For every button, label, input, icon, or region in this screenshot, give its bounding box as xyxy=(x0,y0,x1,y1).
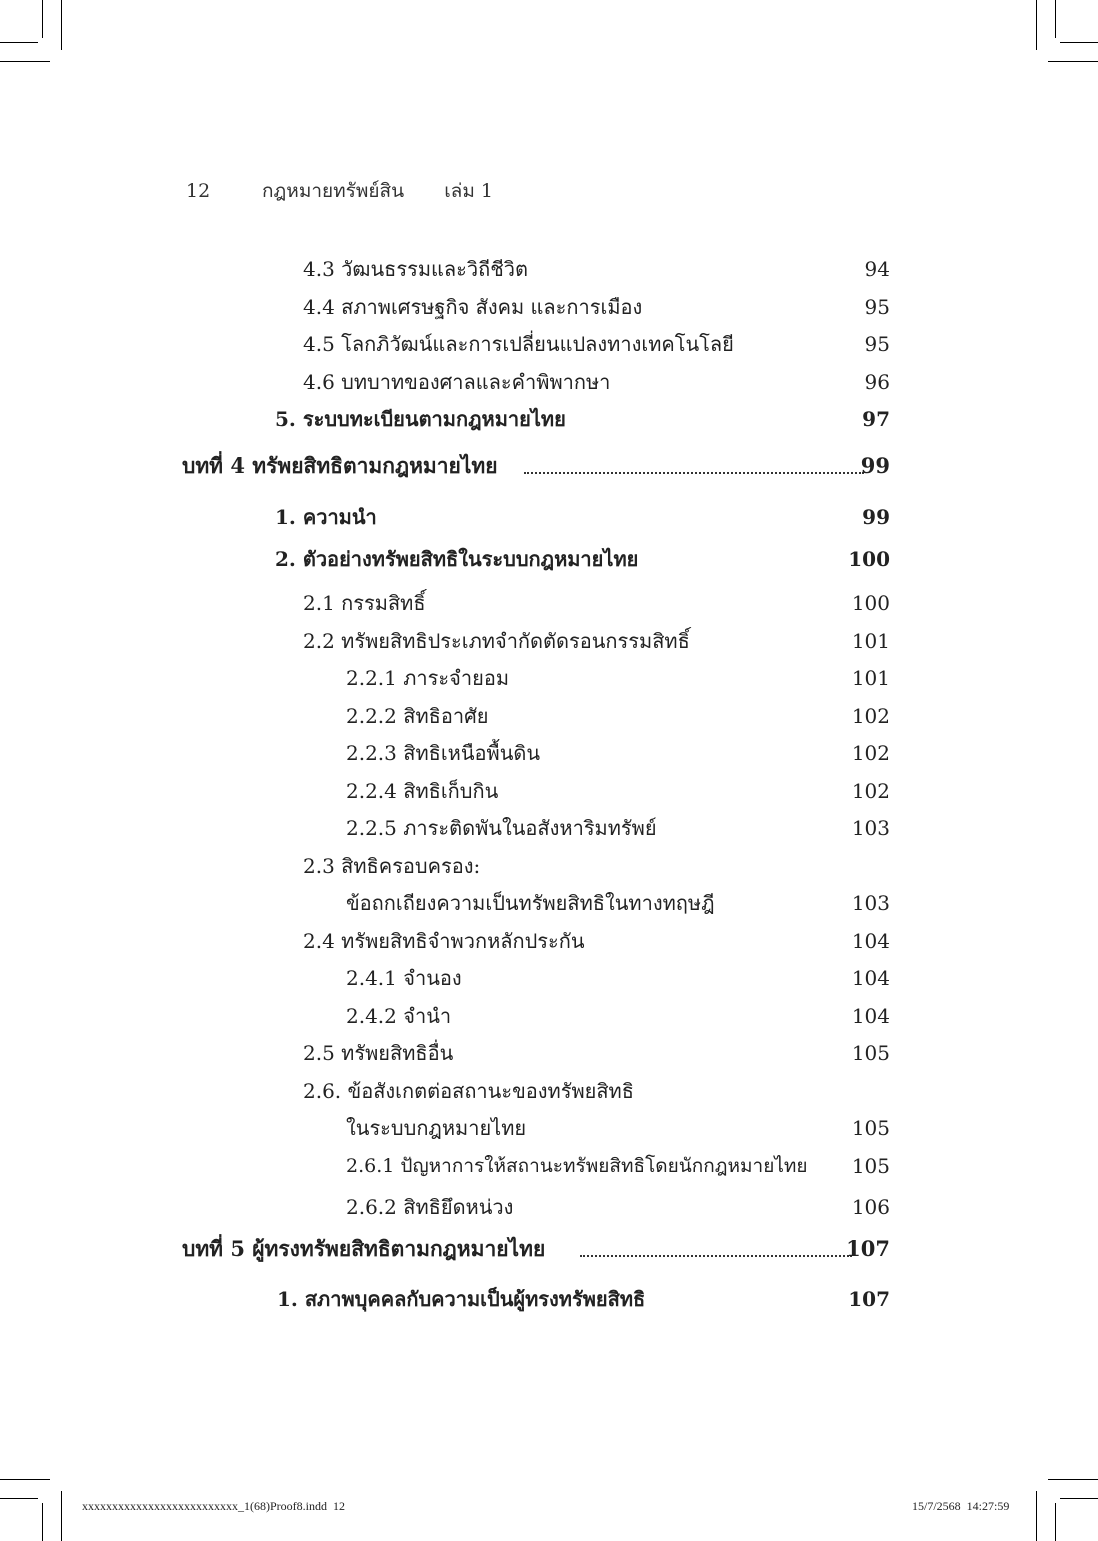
toc-entry xyxy=(0,365,1098,399)
toc-chapter-page: 107 xyxy=(846,1236,890,1261)
toc-entry xyxy=(0,624,1098,658)
crop-mark xyxy=(0,61,50,62)
crop-mark xyxy=(1036,0,1037,50)
toc-entry-title: 1. สภาพบุคคลกับความเป็นผู้ทรงทรัพยสิทธิ xyxy=(277,1287,646,1311)
toc-entry-title: 2.6. ข้อสังเกตต่อสถานะของทรัพยสิทธิ xyxy=(303,1079,634,1103)
crop-mark xyxy=(61,0,62,50)
toc-entry-page: 103 xyxy=(851,816,890,840)
toc-entry xyxy=(0,849,1098,883)
toc-entry xyxy=(0,699,1098,733)
toc-entry-title: 2.6.1 ปัญหาการให้สถานะทรัพยสิทธิโดยนักกฎหมายไทย xyxy=(346,1155,808,1177)
toc-entry-title: 1. ความนำ xyxy=(275,505,377,529)
toc-chapter-title: บทที่ 5 ผู้ทรงทรัพยสิทธิตามกฎหมายไทย xyxy=(182,1236,546,1261)
toc-chapter xyxy=(0,1232,1098,1266)
toc-section xyxy=(0,1282,1098,1316)
crop-mark xyxy=(42,1503,43,1541)
toc-entry-page: 99 xyxy=(862,505,890,529)
toc-entry-page: 104 xyxy=(851,1004,890,1028)
header-page-number: 12 xyxy=(186,180,211,202)
crop-mark xyxy=(1048,61,1098,62)
toc-entry-page: 106 xyxy=(851,1195,890,1219)
toc-entry-page: 100 xyxy=(851,591,890,615)
crop-mark xyxy=(42,0,43,38)
toc-entry xyxy=(0,811,1098,845)
toc-entry xyxy=(0,774,1098,808)
crop-mark xyxy=(1055,1503,1056,1541)
toc-entry xyxy=(0,252,1098,286)
toc-entry-page: 103 xyxy=(851,891,890,915)
toc-entry xyxy=(0,961,1098,995)
toc-chapter xyxy=(0,449,1098,483)
toc-chapter-title: บทที่ 4 ทรัพยสิทธิตามกฎหมายไทย xyxy=(182,453,498,478)
toc-entry-title: 2.5 ทรัพยสิทธิอื่น xyxy=(303,1041,454,1065)
slug-page: 12 xyxy=(333,1499,345,1513)
toc-entry-title: 2.2.2 สิทธิอาศัย xyxy=(346,704,489,728)
toc-entry-title: 2.4.1 จำนอง xyxy=(346,966,462,990)
toc-entry-title: 2.4 ทรัพยสิทธิจำพวกหลักประกัน xyxy=(303,929,585,953)
toc-entry xyxy=(0,999,1098,1033)
toc-entry-title: 2.2.1 ภาระจำยอม xyxy=(346,666,510,690)
toc-entry-page: 105 xyxy=(851,1116,890,1140)
toc-entry xyxy=(0,886,1098,920)
header-book-title: กฎหมายทรัพย์สิน xyxy=(262,180,405,202)
toc-entry xyxy=(0,661,1098,695)
toc-entry-title: 4.4 สภาพเศรษฐกิจ สังคม และการเมือง xyxy=(303,295,643,319)
slug-time: 14:27:59 xyxy=(966,1499,1010,1513)
toc-entry-page: 94 xyxy=(864,257,890,281)
slug-datetime xyxy=(912,1499,1009,1514)
toc-entry-title: 2.2 ทรัพยสิทธิประเภทจำกัดตัดรอนกรรมสิทธิ์ xyxy=(303,629,690,653)
toc-entry-title: 4.6 บทบาทของศาลและคำพิพากษา xyxy=(303,370,611,394)
slug-date: 15/7/2568 xyxy=(912,1499,961,1513)
crop-mark xyxy=(61,1491,62,1541)
crop-mark xyxy=(1055,0,1056,38)
toc-entry xyxy=(0,327,1098,361)
toc-entry-page: 100 xyxy=(848,547,890,571)
toc-section xyxy=(0,500,1098,534)
slug-file xyxy=(82,1499,345,1514)
toc-entry-page: 96 xyxy=(864,370,890,394)
toc-entry-title: 5. ระบบทะเบียนตามกฎหมายไทย xyxy=(275,407,566,431)
toc-entry-page: 97 xyxy=(862,407,890,431)
toc-entry xyxy=(0,1190,1098,1224)
toc-entry xyxy=(0,1036,1098,1070)
crop-mark xyxy=(1060,1498,1098,1499)
toc-entry xyxy=(0,290,1098,324)
toc-entry-title: 2.1 กรรมสิทธิ์ xyxy=(303,591,426,615)
toc-entry-page: 102 xyxy=(851,741,890,765)
crop-mark xyxy=(1060,42,1098,43)
toc-entry-page: 102 xyxy=(851,704,890,728)
toc-entry-title: ข้อถกเถียงความเป็นทรัพยสิทธิในทางทฤษฎี xyxy=(346,891,715,915)
toc-entry-title: 2.2.3 สิทธิเหนือพื้นดิน xyxy=(346,741,541,765)
toc-entry-title: 4.5 โลกภิวัฒน์และการเปลี่ยนแปลงทางเทคโนโลยี xyxy=(303,332,734,356)
dot-leader xyxy=(524,472,864,474)
toc-entry-title: 2.6.2 สิทธิยึดหน่วง xyxy=(346,1195,514,1219)
toc-entry-title: 2.2.5 ภาระติดพันในอสังหาริมทรัพย์ xyxy=(346,816,657,840)
header-volume: เล่ม 1 xyxy=(444,180,493,202)
toc-entry-page: 104 xyxy=(851,966,890,990)
crop-mark xyxy=(0,42,38,43)
crop-mark xyxy=(1036,1491,1037,1541)
toc-entry-page: 105 xyxy=(851,1041,890,1065)
toc-entry-page: 105 xyxy=(851,1154,890,1178)
toc-entry xyxy=(0,924,1098,958)
toc-entry-page: 95 xyxy=(864,295,890,319)
running-header xyxy=(186,176,493,206)
crop-mark xyxy=(0,1479,50,1480)
toc-entry xyxy=(0,736,1098,770)
toc-entry-title: 2.3 สิทธิครอบครอง: xyxy=(303,854,481,878)
slug-filename: xxxxxxxxxxxxxxxxxxxxxxxxxx_1(68)Proof8.indd xyxy=(82,1499,327,1513)
toc-entry-title: 2.4.2 จำนำ xyxy=(346,1004,452,1028)
toc-entry-page: 95 xyxy=(864,332,890,356)
toc-entry-title: 4.3 วัฒนธรรมและวิถีชีวิต xyxy=(303,257,529,281)
crop-mark xyxy=(1048,1479,1098,1480)
toc-section xyxy=(0,402,1098,436)
toc-entry xyxy=(0,1149,1098,1183)
toc-entry-title: ในระบบกฎหมายไทย xyxy=(346,1116,527,1140)
toc-entry-page: 101 xyxy=(851,629,890,653)
toc-entry-page: 107 xyxy=(848,1287,890,1311)
toc-entry xyxy=(0,586,1098,620)
crop-mark xyxy=(0,1498,38,1499)
toc-entry xyxy=(0,1111,1098,1145)
toc-section xyxy=(0,542,1098,576)
toc-chapter-page: 99 xyxy=(860,453,890,478)
dot-leader xyxy=(580,1255,852,1257)
toc-entry xyxy=(0,1074,1098,1108)
toc-entry-title: 2.2.4 สิทธิเก็บกิน xyxy=(346,779,499,803)
toc-entry-page: 101 xyxy=(851,666,890,690)
toc-entry-page: 104 xyxy=(851,929,890,953)
toc-entry-page: 102 xyxy=(851,779,890,803)
toc-entry-title: 2. ตัวอย่างทรัพยสิทธิในระบบกฎหมายไทย xyxy=(275,547,639,571)
